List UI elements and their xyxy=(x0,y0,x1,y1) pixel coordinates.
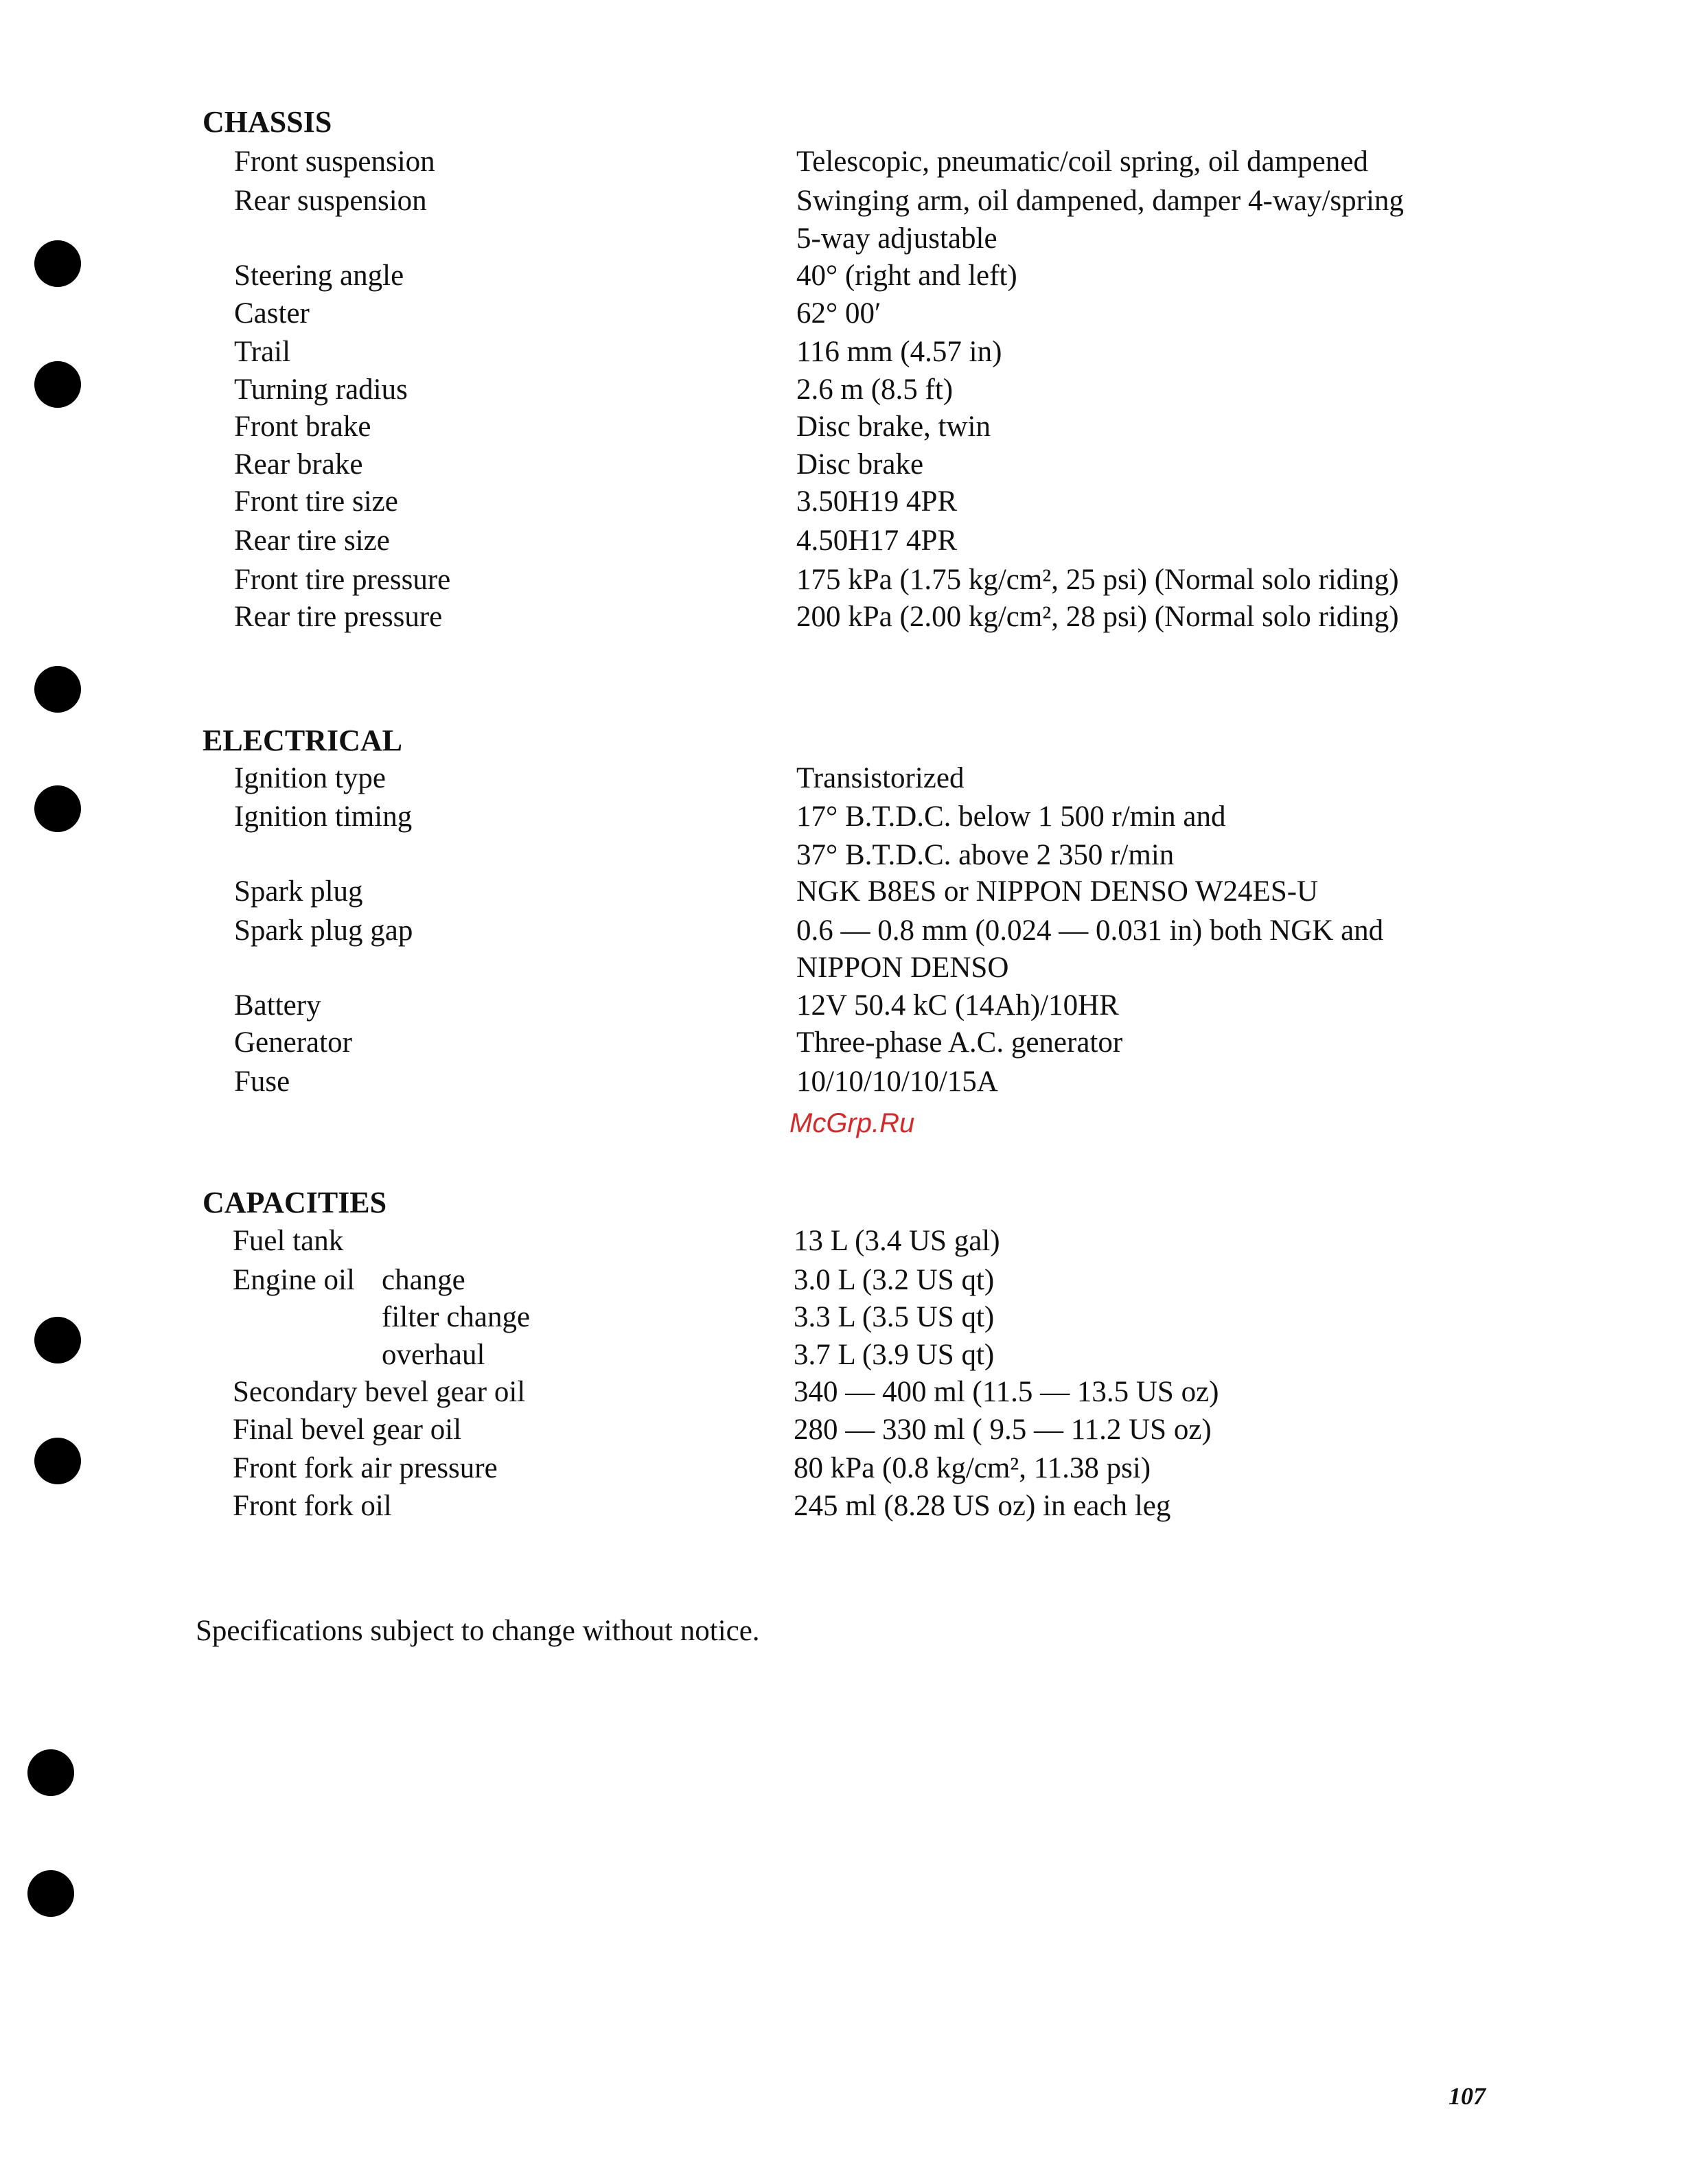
spec-value: 37° B.T.D.C. above 2 350 r/min xyxy=(796,839,1175,871)
spec-label: Rear brake xyxy=(234,448,363,481)
spec-label: Ignition timing xyxy=(234,801,413,833)
spec-value: 3.3 L (3.5 US qt) xyxy=(794,1301,995,1333)
spec-value: NGK B8ES or NIPPON DENSO W24ES-U xyxy=(796,875,1319,908)
spec-sublabel: change xyxy=(382,1264,465,1296)
binder-hole xyxy=(27,1749,74,1796)
spec-value: 40° (right and left) xyxy=(796,260,1017,292)
spec-value: Disc brake, twin xyxy=(796,411,991,443)
spec-label: Front tire size xyxy=(234,485,398,518)
spec-value: 13 L (3.4 US gal) xyxy=(794,1225,1000,1257)
spec-value: 12V 50.4 kC (14Ah)/10HR xyxy=(796,989,1119,1022)
spec-value: 17° B.T.D.C. below 1 500 r/min and xyxy=(796,801,1226,833)
binder-hole xyxy=(34,785,81,832)
spec-value: 3.7 L (3.9 US qt) xyxy=(794,1339,995,1371)
spec-label: Rear tire pressure xyxy=(234,601,443,633)
spec-value: 245 ml (8.28 US oz) in each leg xyxy=(794,1490,1171,1522)
spec-value: 175 kPa (1.75 kg/cm², 25 psi) (Normal solo riding) xyxy=(796,564,1399,596)
spec-value: 2.6 m (8.5 ft) xyxy=(796,373,954,406)
spec-label: Fuel tank xyxy=(233,1225,344,1257)
spec-label: Spark plug gap xyxy=(234,914,413,947)
spec-value: 3.0 L (3.2 US qt) xyxy=(794,1264,995,1296)
spec-value: Telescopic, pneumatic/coil spring, oil dampened xyxy=(796,146,1368,178)
spec-label: Generator xyxy=(234,1026,352,1059)
spec-label: Trail xyxy=(234,336,291,368)
spec-value: 280 — 330 ml ( 9.5 — 11.2 US oz) xyxy=(794,1414,1212,1446)
spec-label: Rear suspension xyxy=(234,185,427,217)
binder-hole xyxy=(34,1317,81,1363)
spec-value: 4.50H17 4PR xyxy=(796,525,958,557)
section-heading: CHASSIS xyxy=(203,105,332,139)
spec-value: 116 mm (4.57 in) xyxy=(796,336,1002,368)
spec-label: Ignition type xyxy=(234,762,386,794)
binder-hole xyxy=(34,361,81,408)
spec-value: Disc brake xyxy=(796,448,924,481)
section-heading: ELECTRICAL xyxy=(203,724,402,757)
section-heading: CAPACITIES xyxy=(203,1186,387,1219)
spec-sublabel: overhaul xyxy=(382,1339,485,1371)
binder-hole xyxy=(34,666,81,713)
watermark: McGrp.Ru xyxy=(789,1108,915,1138)
spec-value: Transistorized xyxy=(796,762,965,794)
spec-value: 10/10/10/10/15A xyxy=(796,1066,998,1098)
spec-label: Front tire pressure xyxy=(234,564,451,596)
spec-value: 0.6 — 0.8 mm (0.024 — 0.031 in) both NGK and xyxy=(796,914,1384,947)
spec-label: Final bevel gear oil xyxy=(233,1414,462,1446)
spec-label: Turning radius xyxy=(234,373,408,406)
spec-label: Front brake xyxy=(234,411,371,443)
spec-label: Fuse xyxy=(234,1066,290,1098)
spec-value: 200 kPa (2.00 kg/cm², 28 psi) (Normal solo riding) xyxy=(796,601,1399,633)
spec-value: 80 kPa (0.8 kg/cm², 11.38 psi) xyxy=(794,1452,1151,1484)
spec-sublabel: filter change xyxy=(382,1301,531,1333)
spec-label: Rear tire size xyxy=(234,525,390,557)
binder-hole xyxy=(34,240,81,287)
page-number: 107 xyxy=(1449,2082,1486,2110)
spec-value: Swinging arm, oil dampened, damper 4-way/spring xyxy=(796,185,1404,217)
spec-value: 3.50H19 4PR xyxy=(796,485,958,518)
spec-value: 340 — 400 ml (11.5 — 13.5 US oz) xyxy=(794,1376,1219,1408)
spec-label: Steering angle xyxy=(234,260,404,292)
spec-value: NIPPON DENSO xyxy=(796,952,1009,984)
spec-value: Three-phase A.C. generator xyxy=(796,1026,1123,1059)
binder-hole xyxy=(34,1438,81,1484)
spec-label: Battery xyxy=(234,989,321,1022)
spec-label: Engine oil xyxy=(233,1264,355,1296)
footer-note: Specifications subject to change without notice. xyxy=(196,1615,760,1647)
binder-hole xyxy=(27,1870,74,1917)
spec-label: Caster xyxy=(234,297,310,330)
spec-value: 5-way adjustable xyxy=(796,222,997,255)
spec-label: Secondary bevel gear oil xyxy=(233,1376,526,1408)
spec-value: 62° 00′ xyxy=(796,297,881,330)
spec-label: Spark plug xyxy=(234,875,363,908)
spec-label: Front suspension xyxy=(234,146,435,178)
spec-label: Front fork air pressure xyxy=(233,1452,498,1484)
spec-label: Front fork oil xyxy=(233,1490,392,1522)
